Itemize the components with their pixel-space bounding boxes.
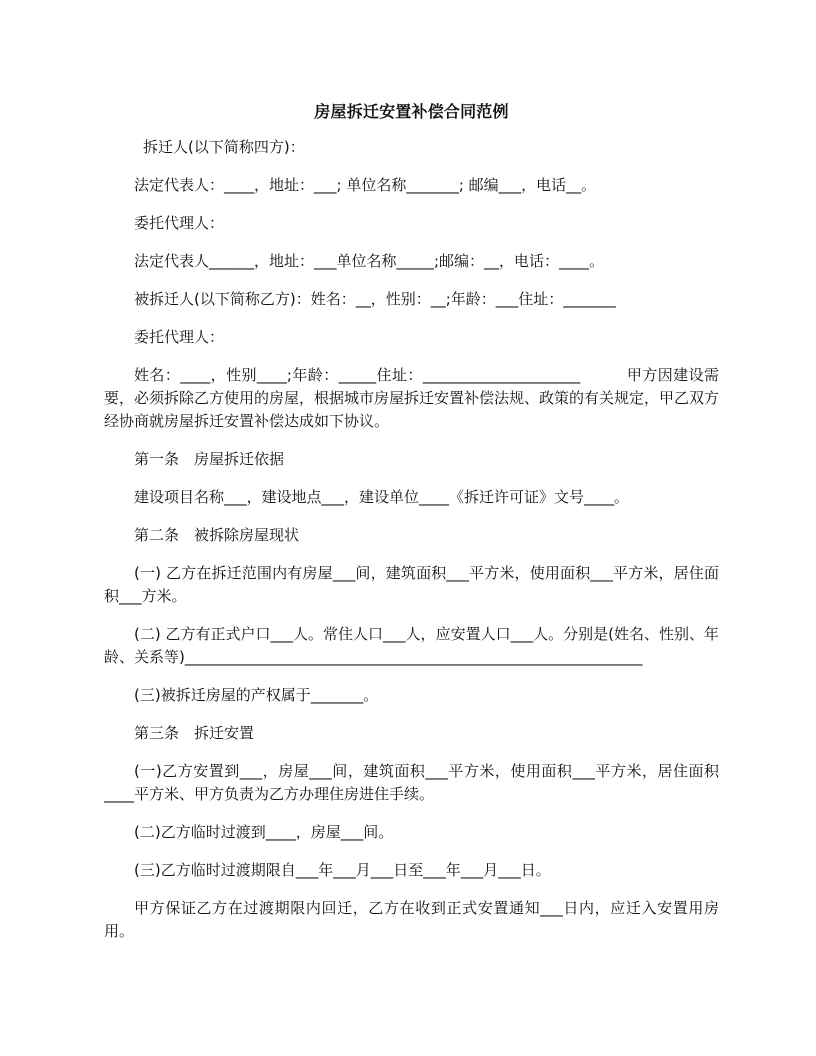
paragraph-demolished-party: 被拆迁人(以下简称乙方)：姓名：__，性别：__;年龄：___住址：_______ xyxy=(134,290,616,308)
paragraph-gap xyxy=(104,235,719,250)
paragraph-gap xyxy=(104,882,719,897)
paragraph-legal-representative-b: 法定代表人______，地址：___单位名称_____;邮编：__，电话：____。 xyxy=(134,252,605,270)
paragraph-gap xyxy=(104,608,719,623)
article-3-item-3: (三)乙方临时过渡期限自___年___月___日至___年___月___日。 xyxy=(134,861,551,879)
article-2-heading: 第二条 被拆除房屋现状 xyxy=(134,526,300,544)
paragraph-gap xyxy=(104,844,719,859)
paragraph-agent-b: 委托代理人： xyxy=(134,328,225,346)
article-2-item-1: (一) 乙方在拆迁范围内有房屋___间，建筑面积___平方米，使用面积___平方米，居住面积___方米。 xyxy=(104,564,719,605)
paragraph-gap xyxy=(104,509,719,524)
article-3-item-1: (一)乙方安置到___，房屋___间，建筑面积___平方米，使用面积___平方米，居住面积____平方米、甲方负责为乙方办理住房进住手续。 xyxy=(104,762,719,803)
paragraph-legal-representative-a: 法定代表人：____，地址：___; 单位名称_______; 邮编___，电话__。 xyxy=(134,176,597,194)
paragraph-gap xyxy=(104,159,719,174)
paragraph-gap xyxy=(104,433,719,448)
paragraph-gap xyxy=(104,471,719,486)
paragraph-preamble: 姓名：____，性别____;年龄：_____住址：_____________________ 甲方因建设需要，必须拆除乙方使用的房屋，根据城市房屋拆迁安置补偿法规、政策的有关规定，甲乙双方经协商就房屋拆迁安置补偿达成如下协议。 xyxy=(104,366,720,430)
article-3-heading: 第三条 拆迁安置 xyxy=(134,724,255,742)
article-3-guarantee: 甲方保证乙方在过渡期限内回迁，乙方在收到正式安置通知___日内，应迁入安置用房用。 xyxy=(104,899,719,940)
paragraph-gap xyxy=(104,707,719,722)
article-2-item-2: (二) 乙方有正式户口___人。常住人口___人，应安置人口___人。分别是(姓名、性别、年龄、关系等)_____________________________________________________________ xyxy=(104,625,719,666)
paragraph-gap xyxy=(104,806,719,821)
paragraph-gap xyxy=(104,273,719,288)
paragraph-gap xyxy=(104,547,719,562)
article-1-heading: 第一条 房屋拆迁依据 xyxy=(134,450,285,468)
paragraph-gap xyxy=(104,197,719,212)
paragraph-gap xyxy=(104,669,719,684)
article-3-item-2: (二)乙方临时过渡到____，房屋___间。 xyxy=(134,823,394,841)
document-title: 房屋拆迁安置补偿合同范例 xyxy=(314,102,509,121)
paragraph-demolisher: 拆迁人(以下简称四方)： xyxy=(143,138,305,156)
paragraph-agent-a: 委托代理人： xyxy=(134,214,225,232)
paragraph-gap xyxy=(104,349,719,364)
paragraph-gap xyxy=(104,745,719,760)
document-page xyxy=(104,100,719,943)
article-2-item-3: (三)被拆迁房屋的产权属于_______。 xyxy=(134,686,379,704)
article-1-body: 建设项目名称___，建设地点___，建设单位____《拆迁许可证》文号____。 xyxy=(134,488,630,506)
paragraph-gap xyxy=(104,311,719,326)
